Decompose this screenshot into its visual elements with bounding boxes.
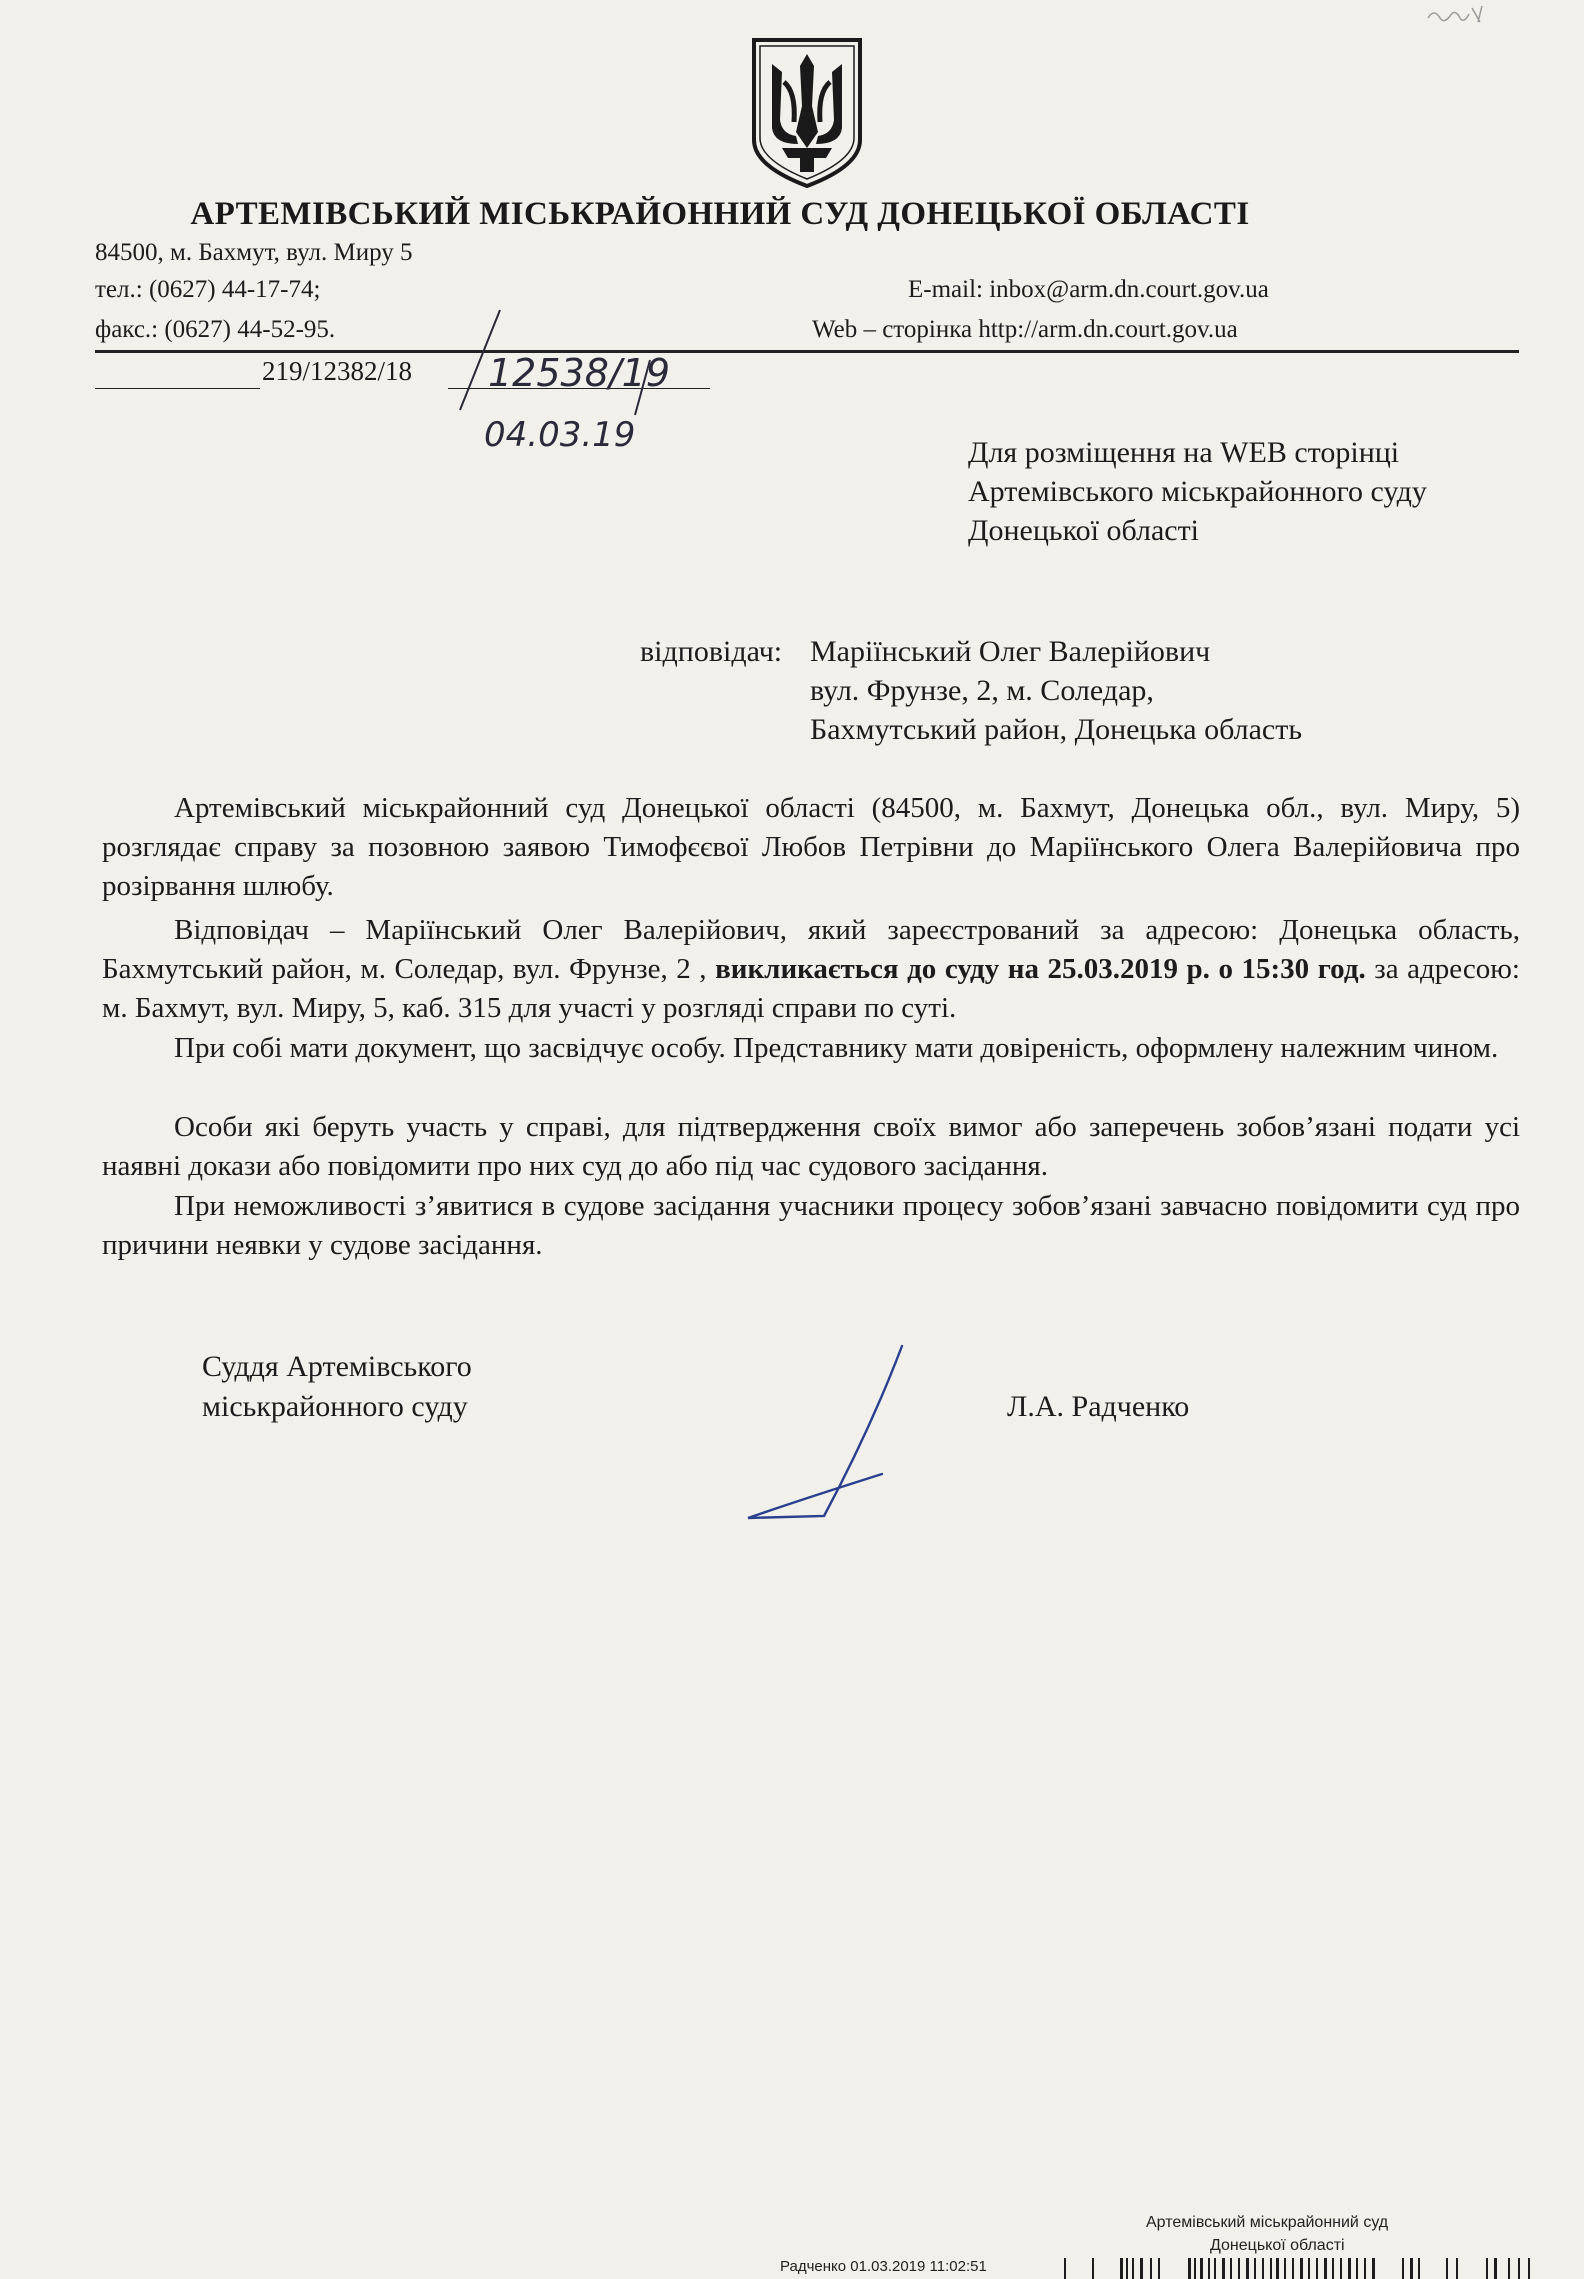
ukraine-tryzub-emblem-icon <box>748 36 866 190</box>
recipient-line-3: Донецької області <box>968 514 1200 547</box>
court-name-heading: АРТЕМІВСЬКИЙ МІСЬКРАЙОННИЙ СУД ДОНЕЦЬКОЇ ОБЛАСТІ <box>190 196 1250 232</box>
body-paragraph-2 <box>102 911 1520 1028</box>
footer-printed-stamp: Радченко 01.03.2019 11:02:51 <box>780 2258 987 2275</box>
court-email: E-mail: inbox@arm.dn.court.gov.ua <box>908 276 1269 303</box>
body-paragraph-4: Особи які беруть участь у справі, для підтвердження своїх вимог або заперечень зобов’язані подати усі наявні докази або повідомити про них суд до або під час судового засідання. <box>102 1111 1520 1182</box>
outgoing-reference-number: 219/12382/18 <box>262 356 413 386</box>
court-phone: тел.: (0627) 44-17-74; <box>95 276 321 303</box>
court-address: 84500, м. Бахмут, вул. Миру 5 <box>95 239 413 266</box>
handwritten-registration-mark <box>440 300 720 460</box>
header-divider <box>95 350 1519 353</box>
barcode-strip <box>1062 2254 1534 2279</box>
defendant-address-line-1: вул. Фрунзе, 2, м. Соледар, <box>810 674 1154 707</box>
reference-blank-line <box>95 388 260 389</box>
defendant-block <box>810 632 1302 749</box>
judge-title-line-1: Суддя Артемівського <box>202 1350 472 1383</box>
handwritten-number: 12538/19 <box>488 351 671 395</box>
body-paragraph-5: При неможливості з’явитися в судове засідання учасники процесу зобов’язані завчасно повідомити суд про причини неявки у судове засідання. <box>102 1190 1520 1261</box>
recipient-line-2: Артемівського міськрайонного суду <box>968 475 1427 508</box>
body-paragraph-3: При собі мати документ, що засвідчує особу. Представнику мати довіреність, оформлену належним чином. <box>174 1032 1499 1064</box>
recipient-note <box>968 433 1427 550</box>
defendant-label: відповідач: <box>640 635 783 668</box>
body-paragraph-2-part-2: за адресою: м. Бахмут, вул. Миру, 5, каб. 315 для участі у розгляді справи по суті. <box>102 953 1520 1024</box>
defendant-address-line-2: Бахмутський район, Донецька область <box>810 713 1303 746</box>
defendant-name: Маріїнський Олег Валерійович <box>810 635 1211 668</box>
judge-title <box>202 1347 472 1427</box>
footer-stamp-line-2: Донецької області <box>1210 2237 1345 2254</box>
corner-scribble-mark <box>1420 0 1510 30</box>
recipient-line-1: Для розміщення на WEB сторінці <box>968 436 1400 469</box>
hearing-date-time: викликається до суду на 25.03.2019 р. о 15:30 год. <box>715 953 1366 985</box>
court-fax: факс.: (0627) 44-52-95. <box>95 316 336 343</box>
judge-signature-image <box>740 1340 910 1530</box>
judge-title-line-2: міськрайонного суду <box>202 1390 468 1423</box>
body-paragraph-2-part-1: Відповідач – Маріїнський Олег Валерійович, який зареєстрований за адресою: Донецька область, Бахмутський район, м. Соледар, вул. Фрунзе, 2 , <box>102 914 1520 985</box>
footer-stamp-line-1: Артемівський міськрайонний суд <box>1146 2214 1389 2231</box>
body-paragraph-1: Артемівський міськрайонний суд Донецької області (84500, м. Бахмут, Донецька обл., вул. Миру, 5) розглядає справу за позовною заявою Тимофєєвої Любов Петрівни до Маріїнського Олега Валерійовича про розірвання шлюбу. <box>102 792 1520 902</box>
judge-name: Л.А. Радченко <box>1007 1390 1190 1423</box>
handwritten-date: 04.03.19 <box>484 415 636 455</box>
court-website: Web – сторінка http://arm.dn.court.gov.ua <box>812 316 1238 343</box>
